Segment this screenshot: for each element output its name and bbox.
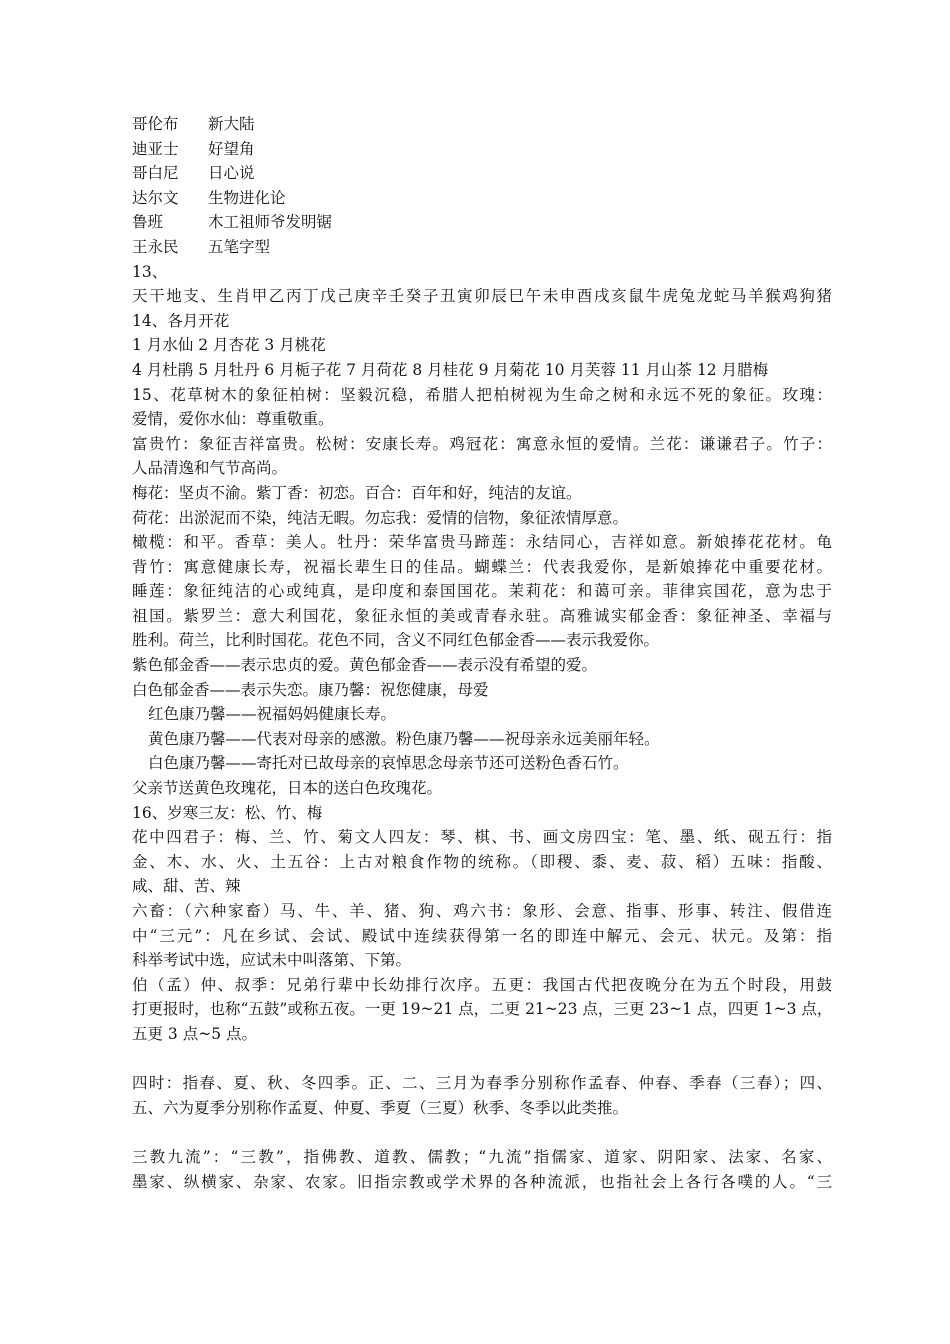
text-line: 13、 [132,262,168,281]
text-line: 荷花：出淤泥而不染，纯洁无暇。勿忘我：爱情的信物，象征浓情厚意。 [132,508,629,527]
text-line: 人品清逸和气节高尚。 [132,459,288,478]
text-lines [132,260,832,1195]
text-line: 梅花：坚贞不渝。紫丁香：初恋。百合：百年和好，纯洁的友谊。 [132,483,582,502]
text-line: 墨家、纵横家、杂家、农家。旧指宗教或学术界的各种流派，也指社会上各行各噗的人。“三 [132,1172,832,1191]
inventor-work: 好望角 [208,139,255,158]
inventor-work: 生物进化论 [208,188,286,207]
text-line: 打更报时，也称“五鼓”或称五夜。一更 19~21 点，二更 21~23 点，三更 23~1 点，四更 1~3 点， [132,1000,832,1019]
text-line: 伯（孟）仲、叔季：兄弟行辈中长幼排行次序。五更：我国古代把夜晚分在为五个时段，用鼓 [132,975,832,994]
inventor-name: 达尔文 [132,188,179,207]
document-body [132,112,832,1194]
text-line: 四时：指春、夏、秋、冬四季。正、二、三月为春季分别称作孟春、仲春、季春（三春）；四、 [132,1074,832,1093]
text-line: 睡莲：象征纯洁的心或纯真，是印度和泰国国花。茉莉花：和蔼可亲。菲律宾国花，意为忠于 [132,582,832,601]
blank-line [132,1047,832,1072]
text-line: 黄色康乃馨——代表对母亲的感激。粉色康乃馨——祝母亲永远美丽年轻。 [148,729,660,748]
inventor-work: 新大陆 [208,115,255,133]
inventor-work: 五笔字型 [208,237,271,256]
blank-line [132,1120,832,1145]
text-line: 咸、甜、苦、辣 [132,877,241,896]
inventor-name: 哥伦布 [132,115,179,133]
inventor-row [132,137,832,162]
text-line: 父亲节送黄色玫瑰花，日本的送白色玫瑰花。 [132,779,443,798]
text-line: 科举考试中选，应试未中叫落第、下第。 [132,951,412,970]
inventor-name: 王永民 [132,237,179,256]
text-line: 富贵竹：象征吉祥富贵。松树：安康长寿。鸡冠花：寓意永恒的爱情。兰花：谦谦君子。竹子： [132,434,832,453]
text-line: 橄榄：和平。香草：美人。牡丹：荣华富贵马蹄莲：永结同心，吉祥如意。新娘捧花花材。龟 [132,533,832,552]
text-line: 14、各月开花 [132,311,230,330]
inventor-name: 迪亚士 [132,139,179,158]
text-line: 三教九流”：“三教”，指佛教、道教、儒教；“九流”指儒家、道家、阴阳家、法家、名家、 [132,1147,832,1166]
text-line: 1 月水仙 2 月杏花 3 月桃花 [132,336,326,355]
inventor-row [132,235,832,260]
text-line: 五更 3 点~5 点。 [132,1024,257,1043]
text-line: 天干地支、生肖甲乙丙丁戊己庚辛壬癸子丑寅卯辰巳午未申酉戌亥鼠牛虎兔龙蛇马羊猴鸡狗猪 [132,287,832,306]
inventor-row [132,161,832,186]
text-line: 中“三元”：凡在乡试、会试、殿试中连续获得第一名的即连中解元、会元、状元。及第：指 [132,926,832,945]
text-line: 15、花草树木的象征柏树：坚毅沉稳，希腊人把柏树视为生命之树和永远不死的象征。玫瑰： [132,385,832,404]
text-line: 白色郁金香——表示失恋。康乃馨：祝您健康，母爱 [132,680,489,699]
inventor-work: 木工祖师爷发明锯 [208,213,333,232]
inventor-name: 哥白尼 [132,164,179,183]
text-line: 六畜：（六种家畜）马、牛、羊、猪、狗、鸡六书：象形、会意、指事、形事、转注、假借连 [132,902,832,920]
inventor-work: 日心说 [208,164,255,183]
text-line: 4 月杜鹃 5 月牡丹 6 月栀子花 7 月荷花 8 月桂花 9 月菊花 10 月芙蓉 11 月山茶 12 月腊梅 [132,360,769,379]
inventor-row [132,210,832,235]
inventor-list [132,112,832,260]
text-line: 花中四君子：梅、兰、竹、菊文人四友：琴、棋、书、画文房四宝：笔、墨、纸、砚五行：指 [132,828,832,847]
text-line: 红色康乃馨——祝福妈妈健康长寿。 [148,705,397,724]
text-line: 背竹：寓意健康长寿，祝福长辈生日的佳品。蝴蝶兰：代表我爱你，是新娘捧花中重要花材。 [132,557,832,576]
text-line: 爱情，爱你水仙：尊重敬重。 [132,410,334,429]
text-line: 16、岁寒三友：松、竹、梅 [132,803,323,822]
text-line: 金、木、水、火、土五谷：上古对粮食作物的统称。（即稷、黍、麦、菽、稻）五味：指酸、 [132,852,832,871]
text-line: 白色康乃馨——寄托对已故母亲的哀悼思念母亲节还可送粉色香石竹。 [148,754,629,773]
inventor-row [132,112,832,137]
inventor-name: 鲁班 [132,213,164,232]
text-line: 紫色郁金香——表示忠贞的爱。黄色郁金香——表示没有希望的爱。 [132,656,598,675]
inventor-row [132,186,832,211]
text-line: 胜利。荷兰，比利时国花。花色不同，含义不同红色郁金香——表示我爱你。 [132,631,660,650]
text-line: 五、六为夏季分别称作孟夏、仲夏、季夏（三夏）秋季、冬季以此类推。 [132,1098,629,1117]
text-line: 祖国。紫罗兰：意大利国花，象征永恒的美或青春永驻。高雅诚实郁金香：象征神圣、幸福与 [132,606,832,625]
